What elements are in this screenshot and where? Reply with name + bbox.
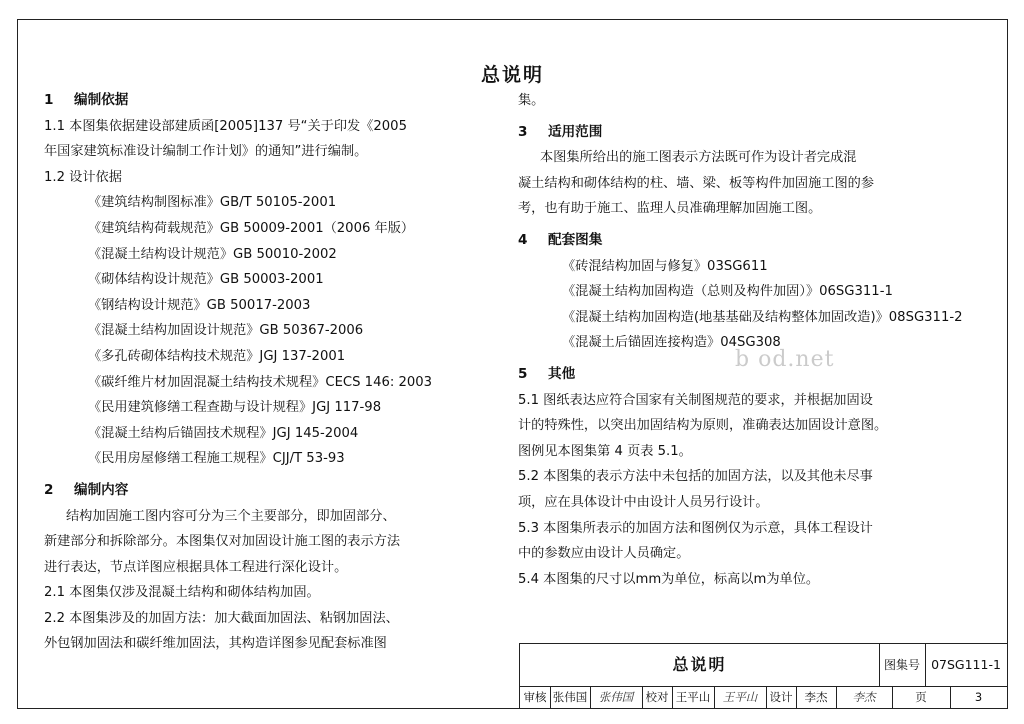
page-label: 页 xyxy=(892,686,951,708)
text-line: 中的参数应由设计人员确定。 xyxy=(518,546,690,562)
reference-item: 《建筑结构制图标准》GB/T 50105-2001 xyxy=(88,195,337,211)
section-title: 配套图集 xyxy=(548,231,603,248)
text-line: 5.3 本图集所表示的加固方法和图例仅为示意，具体工程设计 xyxy=(518,520,873,536)
text-line: 进行表达，节点详图应根据具体工程进行深化设计。 xyxy=(44,559,348,575)
text-line: 图例见本图集第 4 页表 5.1。 xyxy=(518,443,692,459)
page-number: 3 xyxy=(974,690,983,704)
reference-item: 《多孔砖砌体结构技术规范》JGJ 137-2001 xyxy=(88,348,346,364)
text-line: 1.2 设计依据 xyxy=(44,169,122,185)
reference-item: 《混凝土结构后锚固技术规程》JGJ 145-2004 xyxy=(88,425,359,441)
reference-item: 《混凝土结构加固构造（总则及构件加固）》06SG311-1 xyxy=(562,284,893,300)
section-heading xyxy=(518,120,974,146)
text-line: 项，应在具体设计中由设计人员另行设计。 xyxy=(518,494,769,510)
section-number: 4 xyxy=(518,231,528,248)
reviewer-signature: 张伟国 xyxy=(590,686,643,708)
reference-item: 《碳纤维片材加固混凝土结构技术规程》CECS 146: 2003 xyxy=(88,374,433,390)
watermark-text: b od.net xyxy=(735,347,835,372)
text-line: 5.2 本图集的表示方法中未包括的加固方法，以及其他未尽事 xyxy=(518,469,873,485)
reference-item: 《民用建筑修缮工程查勘与设计规程》JGJ 117-98 xyxy=(88,400,382,416)
text-line: 2.1 本图集仅涉及混凝土结构和砌体结构加固。 xyxy=(44,585,320,601)
text-line: 本图集所给出的施工图表示方法既可作为设计者完成混 xyxy=(540,150,857,166)
title-block-top-row xyxy=(520,644,1007,687)
reference-item: 《混凝土结构加固设计规范》GB 50367-2006 xyxy=(88,323,364,339)
reference-item: 《砌体结构设计规范》GB 50003-2001 xyxy=(88,272,324,288)
designer-signature: 李杰 xyxy=(836,686,893,708)
section-title: 其他 xyxy=(548,365,576,382)
text-line: 集。 xyxy=(518,93,545,108)
designer-name: 李杰 xyxy=(796,686,837,708)
text-line: 5.1 图纸表达应符合国家有关制图规范的要求，并根据加固设 xyxy=(518,392,873,408)
reference-item: 《钢结构设计规范》GB 50017-2003 xyxy=(88,297,311,313)
design-label: 设计 xyxy=(766,686,797,708)
section-number: 3 xyxy=(518,123,528,140)
right-column xyxy=(518,88,974,592)
section-number: 2 xyxy=(44,481,54,498)
section-number: 5 xyxy=(518,365,528,382)
reference-item: 《民用房屋修缮工程施工规程》CJJ/T 53-93 xyxy=(88,451,345,467)
atlas-code-label: 图集号 xyxy=(879,644,926,686)
atlas-code: 07SG111-1 xyxy=(931,657,1001,672)
reference-item: 《砖混结构加固与修复》03SG611 xyxy=(562,258,768,274)
review-label: 审核 xyxy=(520,686,551,708)
reviewer-name: 张伟国 xyxy=(550,686,591,708)
reference-item: 《混凝土后锚固连接构造》04SG308 xyxy=(562,335,781,351)
check-label: 校对 xyxy=(642,686,673,708)
drawing-name: 总说明 xyxy=(520,644,880,686)
reference-item: 《混凝土结构设计规范》GB 50010-2002 xyxy=(88,246,337,262)
reference-item: 《建筑结构荷载规范》GB 50009-2001（2006 年版） xyxy=(88,220,415,236)
signature-row xyxy=(520,686,1007,708)
section-heading xyxy=(44,478,500,504)
text-line: 外包钢加固法和碳纤维加固法，其构造详图参见配套标准图 xyxy=(44,636,387,652)
reference-item: 《混凝土结构加固构造(地基基础及结构整体加固改造)》08SG311-2 xyxy=(562,309,963,325)
section-title: 适用范围 xyxy=(548,123,603,140)
checker-signature: 王平山 xyxy=(714,686,767,708)
text-line: 计的特殊性，以突出加固结构为原则，准确表达加固设计意图。 xyxy=(518,418,888,434)
section-heading xyxy=(518,228,974,254)
left-column xyxy=(44,88,500,657)
page-title: 总说明 xyxy=(480,64,544,86)
text-line: 考，也有助于施工、监理人员准确理解加固施工图。 xyxy=(518,201,822,217)
text-line: 2.2 本图集涉及的加固方法：加大截面加固法、粘钢加固法、 xyxy=(44,610,399,626)
text-line: 1.1 本图集依据建设部建质函[2005]137 号“关于印发《2005 xyxy=(44,118,407,134)
text-line: 新建部分和拆除部分。本图集仅对加固设计施工图的表示方法 xyxy=(44,534,401,550)
text-line: 凝土结构和砌体结构的柱、墙、梁、板等构件加固施工图的参 xyxy=(518,175,875,191)
title-block xyxy=(519,643,1007,708)
section-title: 编制内容 xyxy=(74,481,129,498)
section-number: 1 xyxy=(44,92,54,108)
text-line: 年国家建筑标准设计编制工作计划》的通知”进行编制。 xyxy=(44,144,368,160)
text-line: 结构加固施工图内容可分为三个主要部分，即加固部分、 xyxy=(66,508,396,524)
text-line: 5.4 本图集的尺寸以mm为单位，标高以m为单位。 xyxy=(518,571,820,587)
section-title: 编制依据 xyxy=(74,92,129,108)
section-heading xyxy=(44,88,500,114)
checker-name: 王平山 xyxy=(672,686,715,708)
